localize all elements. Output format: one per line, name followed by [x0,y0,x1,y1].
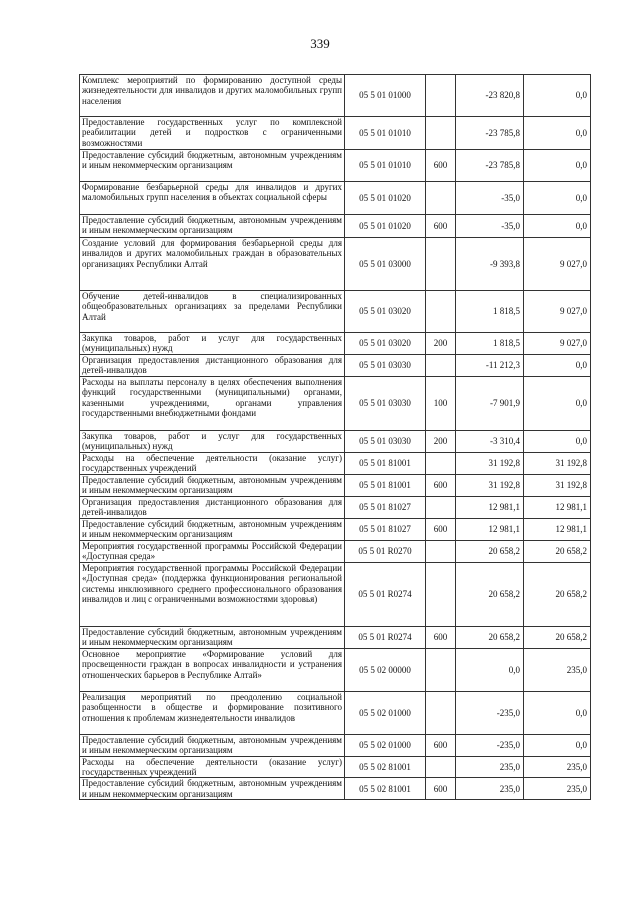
row-sum-1: -235,0 [456,734,524,756]
row-code: 05 5 01 03030 [345,377,426,431]
row-sum-2: 0,0 [524,117,591,150]
row-name: Организация предоставления дистанционного образования для детей-инвалидов [80,355,345,377]
row-sum-1: 12 981,1 [456,497,524,519]
row-name: Предоставление субсидий бюджетным, автономным учреждениям и иным некоммерческим организациям [80,475,345,497]
row-code: 05 5 01 81027 [345,497,426,519]
row-code: 05 5 01 03030 [345,431,426,453]
row-code: 05 5 01 01020 [345,182,426,215]
row-sum-1: -7 901,9 [456,377,524,431]
row-expense-type: 100 [426,377,456,431]
row-sum-1: -35,0 [456,215,524,238]
row-code: 05 5 01 03020 [345,291,426,333]
row-expense-type [426,117,456,150]
table-row [80,691,591,734]
row-sum-1: -23 785,8 [456,117,524,150]
row-expense-type [426,453,456,475]
row-sum-2: 0,0 [524,150,591,182]
table-row [80,150,591,182]
row-code: 05 5 01 R0274 [345,626,426,648]
row-expense-type: 600 [426,475,456,497]
table-row [80,291,591,333]
row-sum-1: 20 658,2 [456,626,524,648]
row-sum-1: -9 393,8 [456,238,524,291]
row-code: 05 5 01 01000 [345,75,426,117]
row-sum-1: 12 981,1 [456,519,524,541]
row-name: Комплекс мероприятий по формированию доступной среды жизнедеятельности для инвалидов и других маломобильных групп населения [80,75,345,117]
row-name: Мероприятия государственной программы Российской Федерации «Доступная среда» [80,541,345,563]
row-sum-2: 9 027,0 [524,291,591,333]
table-row [80,497,591,519]
row-sum-2: 0,0 [524,691,591,734]
table-row [80,541,591,563]
row-name: Расходы на обеспечение деятельности (оказание услуг) государственных учреждений [80,756,345,778]
row-expense-type: 600 [426,626,456,648]
row-code: 05 5 01 R0274 [345,562,426,626]
table-row [80,734,591,756]
row-expense-type [426,497,456,519]
row-code: 05 5 01 81001 [345,453,426,475]
row-expense-type [426,691,456,734]
row-name: Формирование безбарьерной среды для инвалидов и других маломобильных групп населения в объектах социальной сферы [80,182,345,215]
row-sum-2: 31 192,8 [524,475,591,497]
table-row [80,117,591,150]
row-expense-type [426,291,456,333]
row-expense-type [426,541,456,563]
row-code: 05 5 02 01000 [345,691,426,734]
row-code: 05 5 01 01010 [345,117,426,150]
row-sum-1: -23 820,8 [456,75,524,117]
table-row [80,377,591,431]
row-name: Мероприятия государственной программы Российской Федерации «Доступная среда» (поддержка функционирования региональной системы инклюзивного среднего профессионального образования инвалидов и лиц с ограниченными возможностями здоровья) [80,562,345,626]
table-row [80,431,591,453]
row-expense-type [426,648,456,691]
row-name: Предоставление государственных услуг по комплексной реабилитации детей и подростков с ограниченными возможностями [80,117,345,150]
row-name: Расходы на обеспечение деятельности (оказание услуг) государственных учреждений [80,453,345,475]
row-sum-2: 0,0 [524,182,591,215]
row-sum-2: 20 658,2 [524,541,591,563]
row-expense-type: 600 [426,150,456,182]
row-sum-2: 0,0 [524,377,591,431]
row-expense-type: 200 [426,333,456,355]
row-sum-2: 235,0 [524,778,591,800]
row-name: Реализация мероприятий по преодолению социальной разобщенности в обществе и формирование позитивного отношения к проблемам жизнедеятельности инвалидов [80,691,345,734]
row-expense-type: 600 [426,734,456,756]
row-expense-type [426,355,456,377]
table-row [80,475,591,497]
row-expense-type: 600 [426,519,456,541]
row-expense-type: 600 [426,215,456,238]
row-sum-1: -11 212,3 [456,355,524,377]
table-row [80,756,591,778]
row-sum-2: 20 658,2 [524,626,591,648]
row-code: 05 5 01 R0270 [345,541,426,563]
row-sum-2: 0,0 [524,734,591,756]
table-row [80,333,591,355]
row-expense-type: 200 [426,431,456,453]
row-sum-1: 31 192,8 [456,453,524,475]
table-row [80,215,591,238]
row-sum-1: 235,0 [456,778,524,800]
row-code: 05 5 02 81001 [345,756,426,778]
row-sum-2: 12 981,1 [524,497,591,519]
row-code: 05 5 02 01000 [345,734,426,756]
row-code: 05 5 01 03000 [345,238,426,291]
row-sum-2: 0,0 [524,215,591,238]
row-name: Обучение детей-инвалидов в специализированных общеобразовательных организациях за пределами Республики Алтай [80,291,345,333]
row-sum-1: 235,0 [456,756,524,778]
row-code: 05 5 01 81001 [345,475,426,497]
row-code: 05 5 01 03020 [345,333,426,355]
row-name: Расходы на выплаты персоналу в целях обеспечения выполнения функций государственными (муниципальными) органами, казенными учреждениями, органами управления государственными внебюджетными фондами [80,377,345,431]
row-name: Предоставление субсидий бюджетным, автономным учреждениям и иным некоммерческим организациям [80,150,345,182]
table-row [80,626,591,648]
row-expense-type [426,238,456,291]
table-row [80,238,591,291]
row-code: 05 5 02 00000 [345,648,426,691]
page-number: 339 [310,36,330,51]
row-name: Закупка товаров, работ и услуг для государственных (муниципальных) нужд [80,431,345,453]
row-expense-type: 600 [426,778,456,800]
table-row [80,453,591,475]
table-row [80,355,591,377]
row-sum-1: 20 658,2 [456,541,524,563]
row-name: Основное мероприятие «Формирование условий для просвещенности граждан в вопросах инвалидности и устранения отношенческих барьеров в Республике Алтай» [80,648,345,691]
row-sum-1: -3 310,4 [456,431,524,453]
row-name: Предоставление субсидий бюджетным, автономным учреждениям и иным некоммерческим организациям [80,215,345,238]
row-sum-2: 235,0 [524,648,591,691]
row-code: 05 5 01 01010 [345,150,426,182]
row-sum-2: 12 981,1 [524,519,591,541]
row-expense-type [426,562,456,626]
row-sum-2: 9 027,0 [524,333,591,355]
row-name: Организация предоставления дистанционного образования для детей-инвалидов [80,497,345,519]
row-name: Создание условий для формирования безбарьерной среды для инвалидов и других маломобильных граждан в образовательных организациях Республики Алтай [80,238,345,291]
budget-table-body [80,75,591,800]
row-sum-1: -235,0 [456,691,524,734]
row-sum-1: 0,0 [456,648,524,691]
row-name: Предоставление субсидий бюджетным, автономным учреждениям и иным некоммерческим организациям [80,519,345,541]
row-sum-1: -35,0 [456,182,524,215]
table-row [80,519,591,541]
row-sum-2: 20 658,2 [524,562,591,626]
row-sum-2: 0,0 [524,75,591,117]
table-row [80,75,591,117]
row-expense-type [426,182,456,215]
row-sum-2: 31 192,8 [524,453,591,475]
row-code: 05 5 01 81027 [345,519,426,541]
row-sum-2: 235,0 [524,756,591,778]
row-name: Закупка товаров, работ и услуг для государственных (муниципальных) нужд [80,333,345,355]
row-sum-1: -23 785,8 [456,150,524,182]
row-expense-type [426,756,456,778]
row-code: 05 5 02 81001 [345,778,426,800]
row-name: Предоставление субсидий бюджетным, автономным учреждениям и иным некоммерческим организациям [80,626,345,648]
table-row [80,778,591,800]
table-row [80,182,591,215]
row-name: Предоставление субсидий бюджетным, автономным учреждениям и иным некоммерческим организациям [80,778,345,800]
table-row [80,562,591,626]
row-sum-2: 9 027,0 [524,238,591,291]
row-sum-1: 1 818,5 [456,291,524,333]
budget-table [79,74,591,800]
row-sum-1: 31 192,8 [456,475,524,497]
row-expense-type [426,75,456,117]
table-row [80,648,591,691]
row-code: 05 5 01 01020 [345,215,426,238]
row-sum-1: 1 818,5 [456,333,524,355]
row-sum-2: 0,0 [524,431,591,453]
row-name: Предоставление субсидий бюджетным, автономным учреждениям и иным некоммерческим организациям [80,734,345,756]
row-sum-2: 0,0 [524,355,591,377]
row-sum-1: 20 658,2 [456,562,524,626]
row-code: 05 5 01 03030 [345,355,426,377]
